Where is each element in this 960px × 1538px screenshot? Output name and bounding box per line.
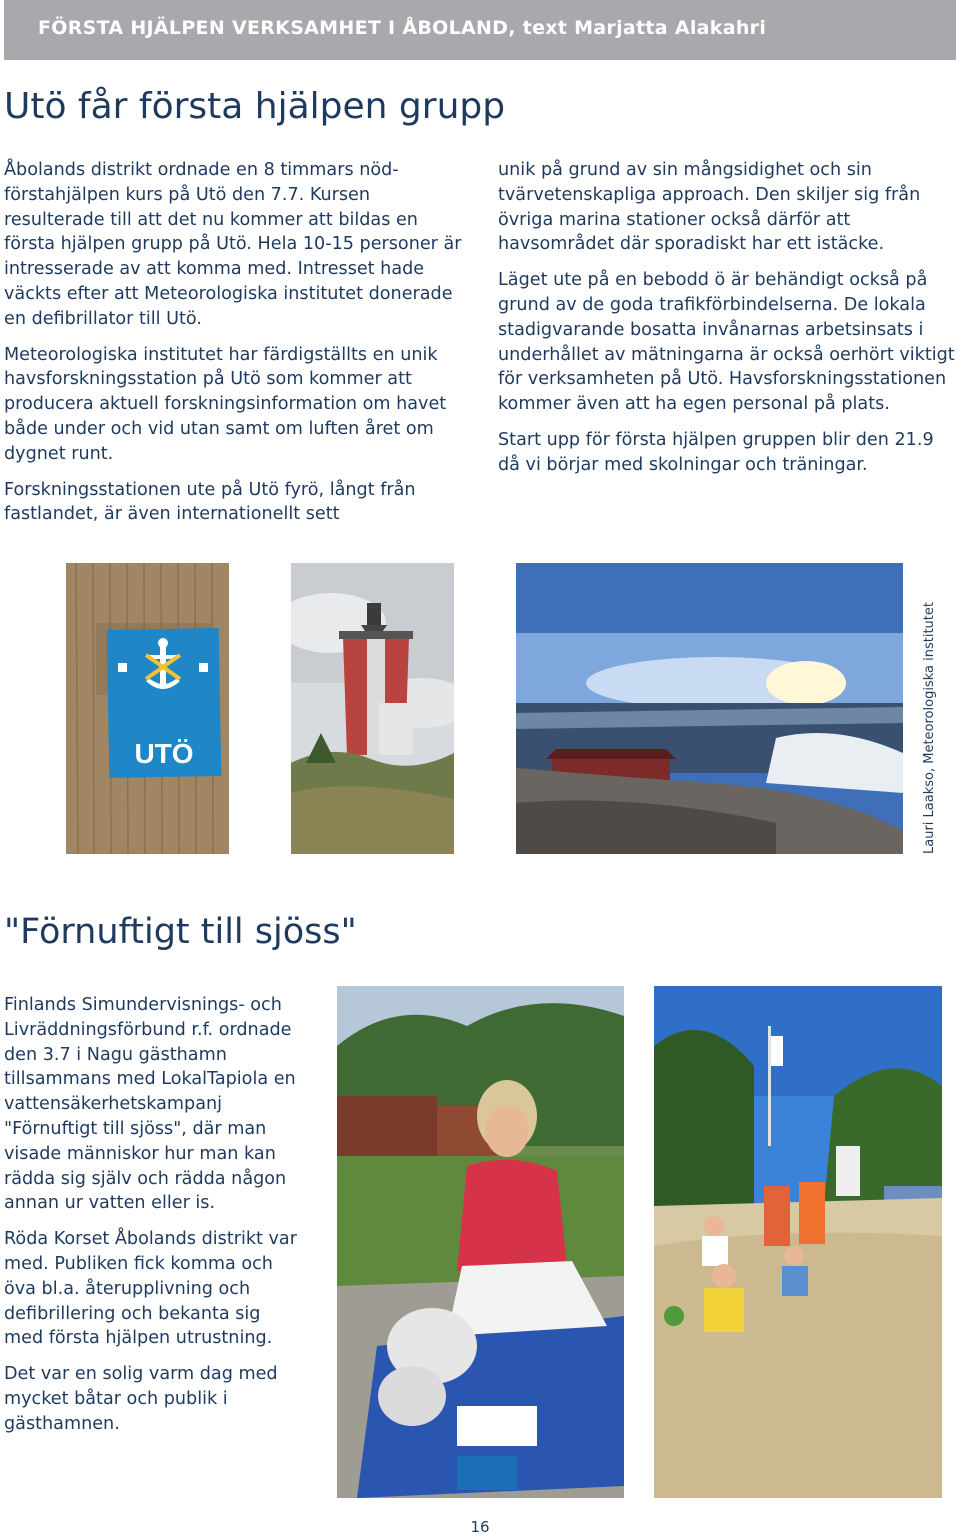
paragraph: Läget ute på en bebodd ö är behändigt också på grund av de goda trafikförbindelserna. De lokala stadigvarande bosatta invånarnas arbetsinsats i underhållet av mätningarna är också oerhört viktigt för verksamheten på Utö. Havsforskningsstationen kommer även att ha egen personal på plats. <box>498 270 955 415</box>
paragraph: Start upp för första hjälpen gruppen blir den 21.9 då vi börjar med skolningar och träningar. <box>498 429 934 475</box>
article2-column <box>4 993 304 1448</box>
photo-sea-shore <box>516 563 903 854</box>
paragraph: Det var en solig varm dag med mycket båtar och publik i gästhamnen. <box>4 1364 278 1434</box>
sign-text: UTÖ <box>134 738 194 769</box>
paragraph: Forskningsstationen ute på Utö fyrö, långt från fastlandet, är även internationellt sett <box>4 479 416 525</box>
article-left-column <box>4 158 464 538</box>
paragraph: Röda Korset Åbolands distrikt var med. Publiken fick komma och öva bl.a. återupplivning och defibrillering och bekanta sig med första hjälpen utrustning. <box>4 1229 297 1349</box>
header-text: FÖRSTA HJÄLPEN VERKSAMHET I ÅBOLAND, text Marjatta Alakahri <box>38 17 767 39</box>
article-right-column <box>498 158 958 489</box>
photo-uto-sign <box>66 563 229 854</box>
paragraph: Meteorologiska institutet har färdigställts en unik havsforskningsstation på Utö som kommer att producera aktuell forskningsinformation om havet både under och vid utan samt om luften året om dygnet runt. <box>4 344 447 464</box>
article-subtitle: "Förnuftigt till sjöss" <box>4 912 357 952</box>
header-bar <box>4 0 956 60</box>
photo-cpr-demo <box>337 986 624 1498</box>
paragraph: Finlands Simundervisnings- och Livräddningsförbund r.f. ordnade den 3.7 i Nagu gästhamn tillsammans med LokalTapiola en vattensäkerhetskampanj "Förnuftigt till sjöss", där man visade människor hur man kan rädda sig själv och rädda någon annan ur vatten eller is. <box>4 995 296 1214</box>
paragraph: unik på grund av sin mångsidighet och sin tvärvetenskapliga approach. Den skiljer sig från övriga marina stationer också därför att havsområdet där sporadiskt har ett istäcke. <box>498 160 921 255</box>
article-title: Utö får första hjälpen grupp <box>4 86 506 127</box>
page-number: 16 <box>470 1518 490 1536</box>
photo-credit: Lauri Laakso, Meteorologiska institutet <box>922 602 937 854</box>
photo-beach-children <box>654 986 942 1498</box>
paragraph: Åbolands distrikt ordnade en 8 timmars nöd-förstahjälpen kurs på Utö den 7.7. Kursen resulterade till att det nu kommer att bildas en första hjälpen grupp på Utö. Hela 10-15 personer är intresserade av att komma med. Intresset hade väckts efter att Meteorologiska institutet donerade en defibrillator till Utö. <box>4 160 462 329</box>
photo-lighthouse <box>291 563 454 854</box>
